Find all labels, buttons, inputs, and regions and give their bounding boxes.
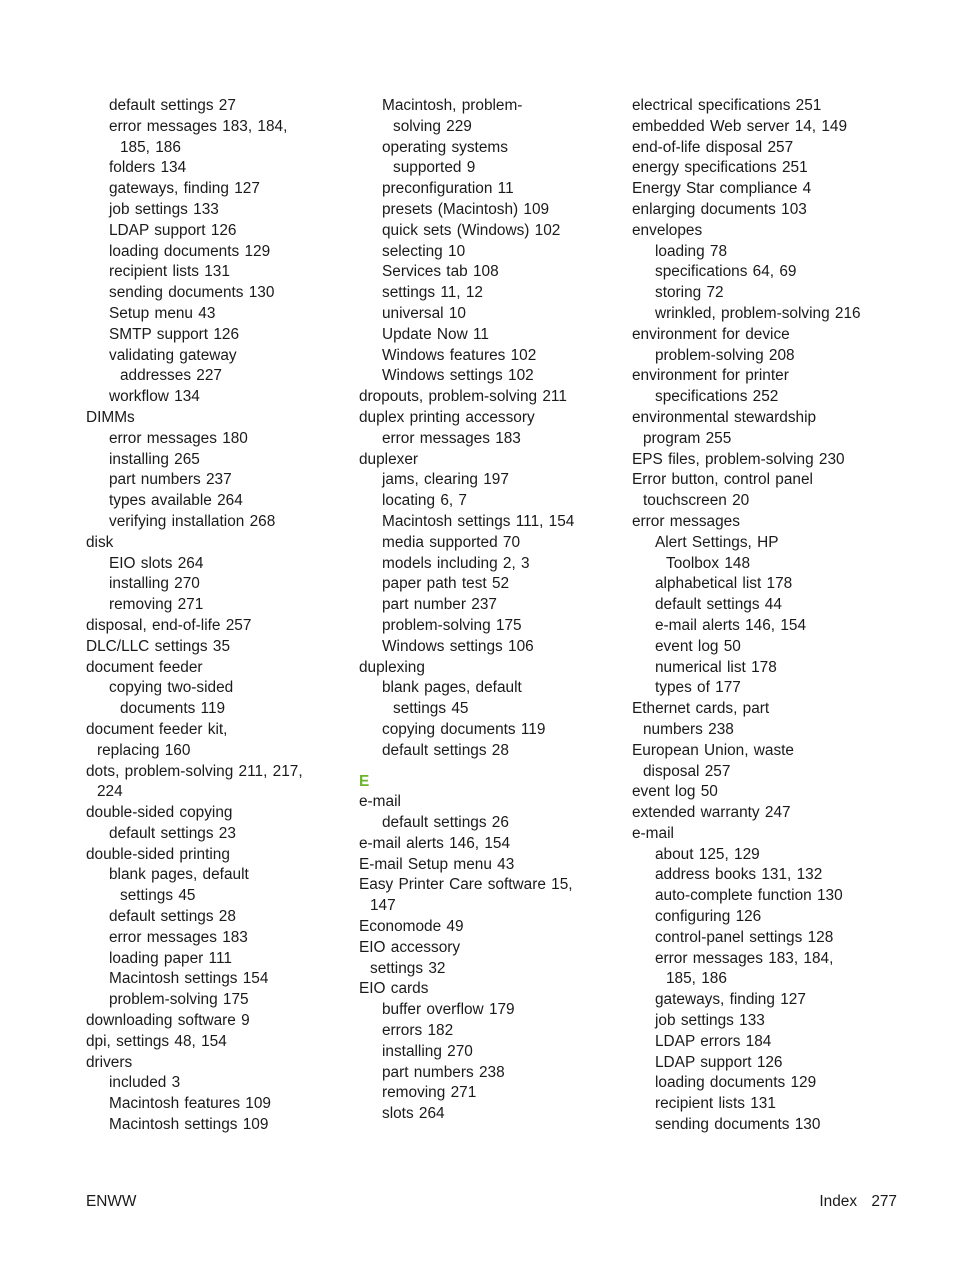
index-entry: program 255 <box>643 429 732 447</box>
index-subentry: specifications 64, 69 <box>655 263 797 281</box>
index-entry: dots, problem-solving 211, 217, <box>86 762 303 780</box>
index-subentry: errors 182 <box>382 1022 454 1040</box>
index-subentry: Toolbox 148 <box>666 554 751 572</box>
index-subentry: settings 45 <box>393 700 469 718</box>
index-entry: downloading software 9 <box>86 1012 250 1030</box>
index-subentry: part numbers 238 <box>382 1063 505 1081</box>
index-entry: envelopes <box>632 221 703 239</box>
index-subentry: verifying installation 268 <box>109 512 276 530</box>
index-entry: double-sided copying <box>86 804 233 822</box>
index-subentry: Macintosh settings 154 <box>109 970 269 988</box>
index-entry: E-mail Setup menu 43 <box>359 855 515 873</box>
index-entry: drivers <box>86 1053 133 1071</box>
index-subentry: default settings 23 <box>109 824 236 842</box>
index-subentry: storing 72 <box>655 284 724 302</box>
index-subentry: installing 265 <box>109 450 200 468</box>
index-column-2 <box>359 96 621 1125</box>
index-entry: e-mail <box>359 793 401 811</box>
index-entry: Easy Printer Care software 15, <box>359 876 573 894</box>
index-entry: disposal 257 <box>643 762 731 780</box>
index-subentry: configuring 126 <box>655 908 762 926</box>
index-subentry: control-panel settings 128 <box>655 928 834 946</box>
index-subentry: Alert Settings, HP <box>655 533 779 551</box>
index-subentry: selecting 10 <box>382 242 466 260</box>
index-subentry: default settings 28 <box>109 908 236 926</box>
index-subentry: problem-solving 175 <box>109 991 249 1009</box>
index-subentry: buffer overflow 179 <box>382 1001 515 1019</box>
index-entry: Ethernet cards, part <box>632 700 770 718</box>
index-subentry: job settings 133 <box>655 1012 765 1030</box>
index-subentry: Macintosh settings 109 <box>109 1116 269 1134</box>
index-subentry: part numbers 237 <box>109 471 232 489</box>
index-entry: EPS files, problem-solving 230 <box>632 450 845 468</box>
index-subentry: settings 45 <box>120 887 196 905</box>
index-subentry: problem-solving 208 <box>655 346 795 364</box>
index-subentry: error messages 183, 184, <box>109 117 288 135</box>
footer-left: ENWW <box>86 1193 137 1210</box>
index-subentry: EIO slots 264 <box>109 554 204 572</box>
index-entry: document feeder <box>86 658 203 676</box>
index-subentry: blank pages, default <box>109 866 249 884</box>
index-subentry: preconfiguration 11 <box>382 180 514 198</box>
index-entry: touchscreen 20 <box>643 492 750 510</box>
index-subentry: models including 2, 3 <box>382 554 530 572</box>
index-subentry: job settings 133 <box>109 200 219 218</box>
index-subentry: numerical list 178 <box>655 658 777 676</box>
index-subentry: quick sets (Windows) 102 <box>382 221 561 239</box>
index-subentry: Macintosh features 109 <box>109 1095 271 1113</box>
index-subentry: loading paper 111 <box>109 949 232 967</box>
index-entry: event log 50 <box>632 783 718 801</box>
index-entry: e-mail alerts 146, 154 <box>359 834 510 852</box>
index-subentry: default settings 44 <box>655 596 782 614</box>
index-subentry: default settings 26 <box>382 814 509 832</box>
index-entry: replacing 160 <box>97 741 191 759</box>
index-entry: dpi, settings 48, 154 <box>86 1032 227 1050</box>
index-subentry: included 3 <box>109 1074 181 1092</box>
index-subentry: LDAP errors 184 <box>655 1032 772 1050</box>
index-entry: EIO accessory <box>359 938 461 956</box>
index-entry: error messages <box>632 512 740 530</box>
index-subentry: Windows settings 102 <box>382 367 534 385</box>
index-subentry: locating 6, 7 <box>382 492 467 510</box>
index-entry: duplex printing accessory <box>359 408 535 426</box>
index-entry: e-mail <box>632 824 674 842</box>
index-subentry: validating gateway <box>109 346 237 364</box>
index-subentry: error messages 183 <box>382 429 521 447</box>
index-subentry: types of 177 <box>655 679 741 697</box>
index-entry: disk <box>86 533 114 551</box>
index-subentry: address books 131, 132 <box>655 866 823 884</box>
index-subentry: copying documents 119 <box>382 720 546 738</box>
index-subentry: gateways, finding 127 <box>655 991 806 1009</box>
index-subentry: media supported 70 <box>382 533 521 551</box>
index-subentry: alphabetical list 178 <box>655 575 793 593</box>
index-subentry: default settings 28 <box>382 741 509 759</box>
index-entry: Error button, control panel <box>632 471 813 489</box>
index-subentry: addresses 227 <box>120 367 222 385</box>
index-entry: embedded Web server 14, 149 <box>632 117 848 135</box>
index-subentry: operating systems <box>382 138 508 156</box>
index-subentry: about 125, 129 <box>655 845 760 863</box>
index-entry: dropouts, problem-solving 211 <box>359 388 567 406</box>
index-entry: environment for printer <box>632 367 789 385</box>
index-subentry: wrinkled, problem-solving 216 <box>655 304 861 322</box>
index-subentry: LDAP support 126 <box>109 221 237 239</box>
index-subentry: installing 270 <box>382 1042 473 1060</box>
index-entry: document feeder kit, <box>86 720 228 738</box>
index-subentry: part number 237 <box>382 596 497 614</box>
index-entry: environment for device <box>632 325 790 343</box>
index-subentry: error messages 183, 184, <box>655 949 834 967</box>
index-subentry: installing 270 <box>109 575 200 593</box>
index-entry: DIMMs <box>86 408 135 426</box>
index-entry: extended warranty 247 <box>632 804 791 822</box>
index-entry: 147 <box>370 897 396 915</box>
index-subentry: paper path test 52 <box>382 575 510 593</box>
index-subentry: solving 229 <box>393 117 472 135</box>
index-entry: numbers 238 <box>643 720 734 738</box>
index-entry: European Union, waste <box>632 741 794 759</box>
index-subentry: universal 10 <box>382 304 466 322</box>
index-entry: 224 <box>97 783 123 801</box>
index-subentry: presets (Macintosh) 109 <box>382 200 550 218</box>
index-subentry: types available 264 <box>109 492 243 510</box>
footer-page-number: Index 277 <box>819 1193 897 1210</box>
index-entry: double-sided printing <box>86 845 230 863</box>
index-subentry: Macintosh settings 111, 154 <box>382 512 575 530</box>
index-subentry: loading documents 129 <box>655 1074 817 1092</box>
index-subentry: removing 271 <box>382 1084 477 1102</box>
index-subentry: blank pages, default <box>382 679 522 697</box>
index-subentry: Windows features 102 <box>382 346 537 364</box>
index-subentry: problem-solving 175 <box>382 616 522 634</box>
index-subentry: gateways, finding 127 <box>109 180 260 198</box>
index-entry: DLC/LLC settings 35 <box>86 637 231 655</box>
index-subentry: folders 134 <box>109 159 187 177</box>
index-subentry: e-mail alerts 146, 154 <box>655 616 806 634</box>
index-subentry: documents 119 <box>120 700 226 718</box>
index-subentry: jams, clearing 197 <box>382 471 509 489</box>
index-entry: energy specifications 251 <box>632 159 808 177</box>
index-subentry: recipient lists 131 <box>655 1095 776 1113</box>
index-subentry: specifications 252 <box>655 388 779 406</box>
index-subentry: loading documents 129 <box>109 242 271 260</box>
index-subentry: Services tab 108 <box>382 263 499 281</box>
index-subentry: Update Now 11 <box>382 325 489 343</box>
index-entry: duplexer <box>359 450 419 468</box>
index-subentry: error messages 180 <box>109 429 248 447</box>
index-column-3 <box>632 96 894 1136</box>
index-subentry: settings 11, 12 <box>382 284 483 302</box>
index-subentry: LDAP support 126 <box>655 1053 783 1071</box>
section-letter: E <box>359 772 370 790</box>
index-entry: disposal, end-of-life 257 <box>86 616 252 634</box>
index-subentry: loading 78 <box>655 242 728 260</box>
index-subentry: Setup menu 43 <box>109 304 216 322</box>
index-subentry: workflow 134 <box>109 388 200 406</box>
index-entry: end-of-life disposal 257 <box>632 138 794 156</box>
index-subentry: supported 9 <box>393 159 476 177</box>
index-subentry: Windows settings 106 <box>382 637 534 655</box>
index-entry: enlarging documents 103 <box>632 200 807 218</box>
index-entry: EIO cards <box>359 980 429 998</box>
index-entry: environmental stewardship <box>632 408 817 426</box>
index-subentry: slots 264 <box>382 1105 445 1123</box>
index-subentry: copying two-sided <box>109 679 234 697</box>
index-subentry: SMTP support 126 <box>109 325 240 343</box>
index-entry: settings 32 <box>370 959 446 977</box>
index-entry: duplexing <box>359 658 425 676</box>
index-subentry: error messages 183 <box>109 928 248 946</box>
index-entry: Economode 49 <box>359 918 464 936</box>
index-subentry: recipient lists 131 <box>109 263 230 281</box>
index-subentry: 185, 186 <box>120 138 181 156</box>
index-column-1 <box>86 96 348 1136</box>
index-subentry: removing 271 <box>109 596 204 614</box>
index-subentry: event log 50 <box>655 637 741 655</box>
index-subentry: sending documents 130 <box>109 284 275 302</box>
index-entry: Energy Star compliance 4 <box>632 180 812 198</box>
index-subentry: Macintosh, problem- <box>382 97 523 114</box>
index-subentry: 185, 186 <box>666 970 727 988</box>
index-subentry: default settings 27 <box>109 97 236 114</box>
index-subentry: auto-complete function 130 <box>655 887 843 905</box>
index-entry: electrical specifications 251 <box>632 97 822 114</box>
index-subentry: sending documents 130 <box>655 1116 821 1134</box>
